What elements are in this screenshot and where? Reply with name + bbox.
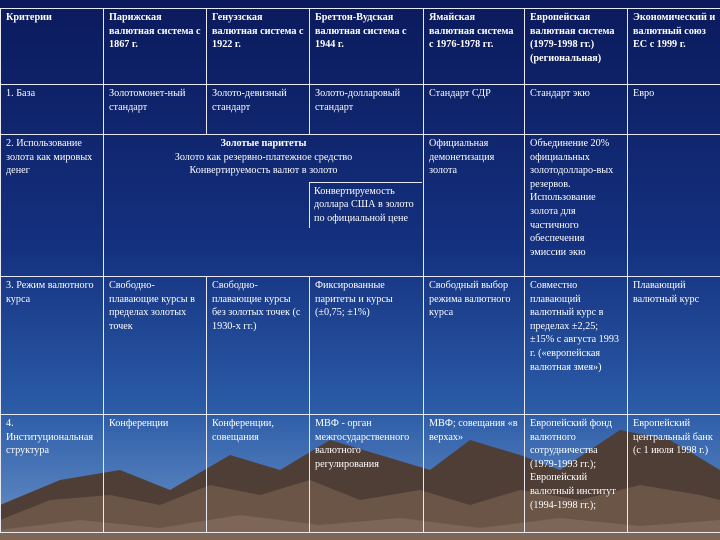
row2-criterion: 2. Использование золота как мировых денег (1, 135, 104, 277)
table-row (1, 277, 720, 415)
table-row (1, 135, 720, 277)
row1-ems: Стандарт экю (525, 85, 628, 135)
row4-paris: Конференции (104, 415, 207, 533)
row4-bretton-woods: МВФ - орган межгосударственного валютного регулирования (310, 415, 424, 533)
header-jamaica: Ямайская валютная система с 1976-1978 гг. (424, 9, 525, 85)
row2-ems: Объединение 20% официальных золотодолларо-вых резервов. Использование золота для частичного обеспечения эмиссии экю (525, 135, 628, 277)
row3-jamaica: Свободный выбор режима валютного курса (424, 277, 525, 415)
row3-criterion: 3. Режим валютного курса (1, 277, 104, 415)
row2-emu (628, 135, 720, 277)
row1-jamaica: Стандарт СДР (424, 85, 525, 135)
header-bretton-woods: Бреттон-Вудская валютная система с 1944 г. (310, 9, 424, 85)
row2-jamaica: Официальная демонетизация золота (424, 135, 525, 277)
header-ems: Европейская валютная система (1979-1998 гг.) (региональная) (525, 9, 628, 85)
table-row (1, 415, 720, 533)
row2-merged-cell (104, 135, 424, 277)
currency-systems-table (0, 8, 720, 533)
row1-emu: Евро (628, 85, 720, 135)
row4-emu: Европейский центральный банк (с 1 июля 1998 г.) (628, 415, 720, 533)
row2-merged-line3: Конвертируемость валют в золото (189, 165, 338, 177)
row3-emu: Плавающий валютный курс (628, 277, 720, 415)
row1-criterion: 1. База (1, 85, 104, 135)
row2-bretton-woods-sub: Конвертируемость доллара США в золото по официальной цене (309, 182, 422, 228)
row1-bretton-woods: Золото-долларовый стандарт (310, 85, 424, 135)
row4-genoa: Конференции, совещания (207, 415, 310, 533)
row2-merged-line2: Золото как резервно-платежное средство (174, 151, 353, 163)
header-criteria: Критерии (1, 9, 104, 85)
row3-bretton-woods: Фиксированные паритеты и курсы (±0,75; ±1%) (310, 277, 424, 415)
row4-criterion: 4. Институциональная структура (1, 415, 104, 533)
header-row (1, 9, 720, 85)
row4-ems: Европейский фонд валютного сотрудничества (1979-1993 гг.); Европейский валютный институт (1994-1998 гг.); (525, 415, 628, 533)
row3-genoa: Свободно-плавающие курсы без золотых точек (с 1930-х гг.) (207, 277, 310, 415)
row3-ems: Совместно плавающий валютный курс в пределах ±2,25; ±15% с августа 1993 г. («европейская валютная змея») (525, 277, 628, 415)
row1-paris: Золотомонет-ный стандарт (104, 85, 207, 135)
row3-paris: Свободно-плавающие курсы в пределах золотых точек (104, 277, 207, 415)
row1-genoa: Золото-девизный стандарт (207, 85, 310, 135)
header-genoa: Генуэзская валютная система с 1922 г. (207, 9, 310, 85)
table-row (1, 85, 720, 135)
header-paris: Парижская валютная система с 1867 г. (104, 9, 207, 85)
row4-jamaica: МВФ; совещания «в верхах» (424, 415, 525, 533)
row2-merged-line1: Золотые паритеты (220, 138, 307, 149)
header-emu: Экономический и валютный союз ЕС с 1999 г. (628, 9, 720, 85)
